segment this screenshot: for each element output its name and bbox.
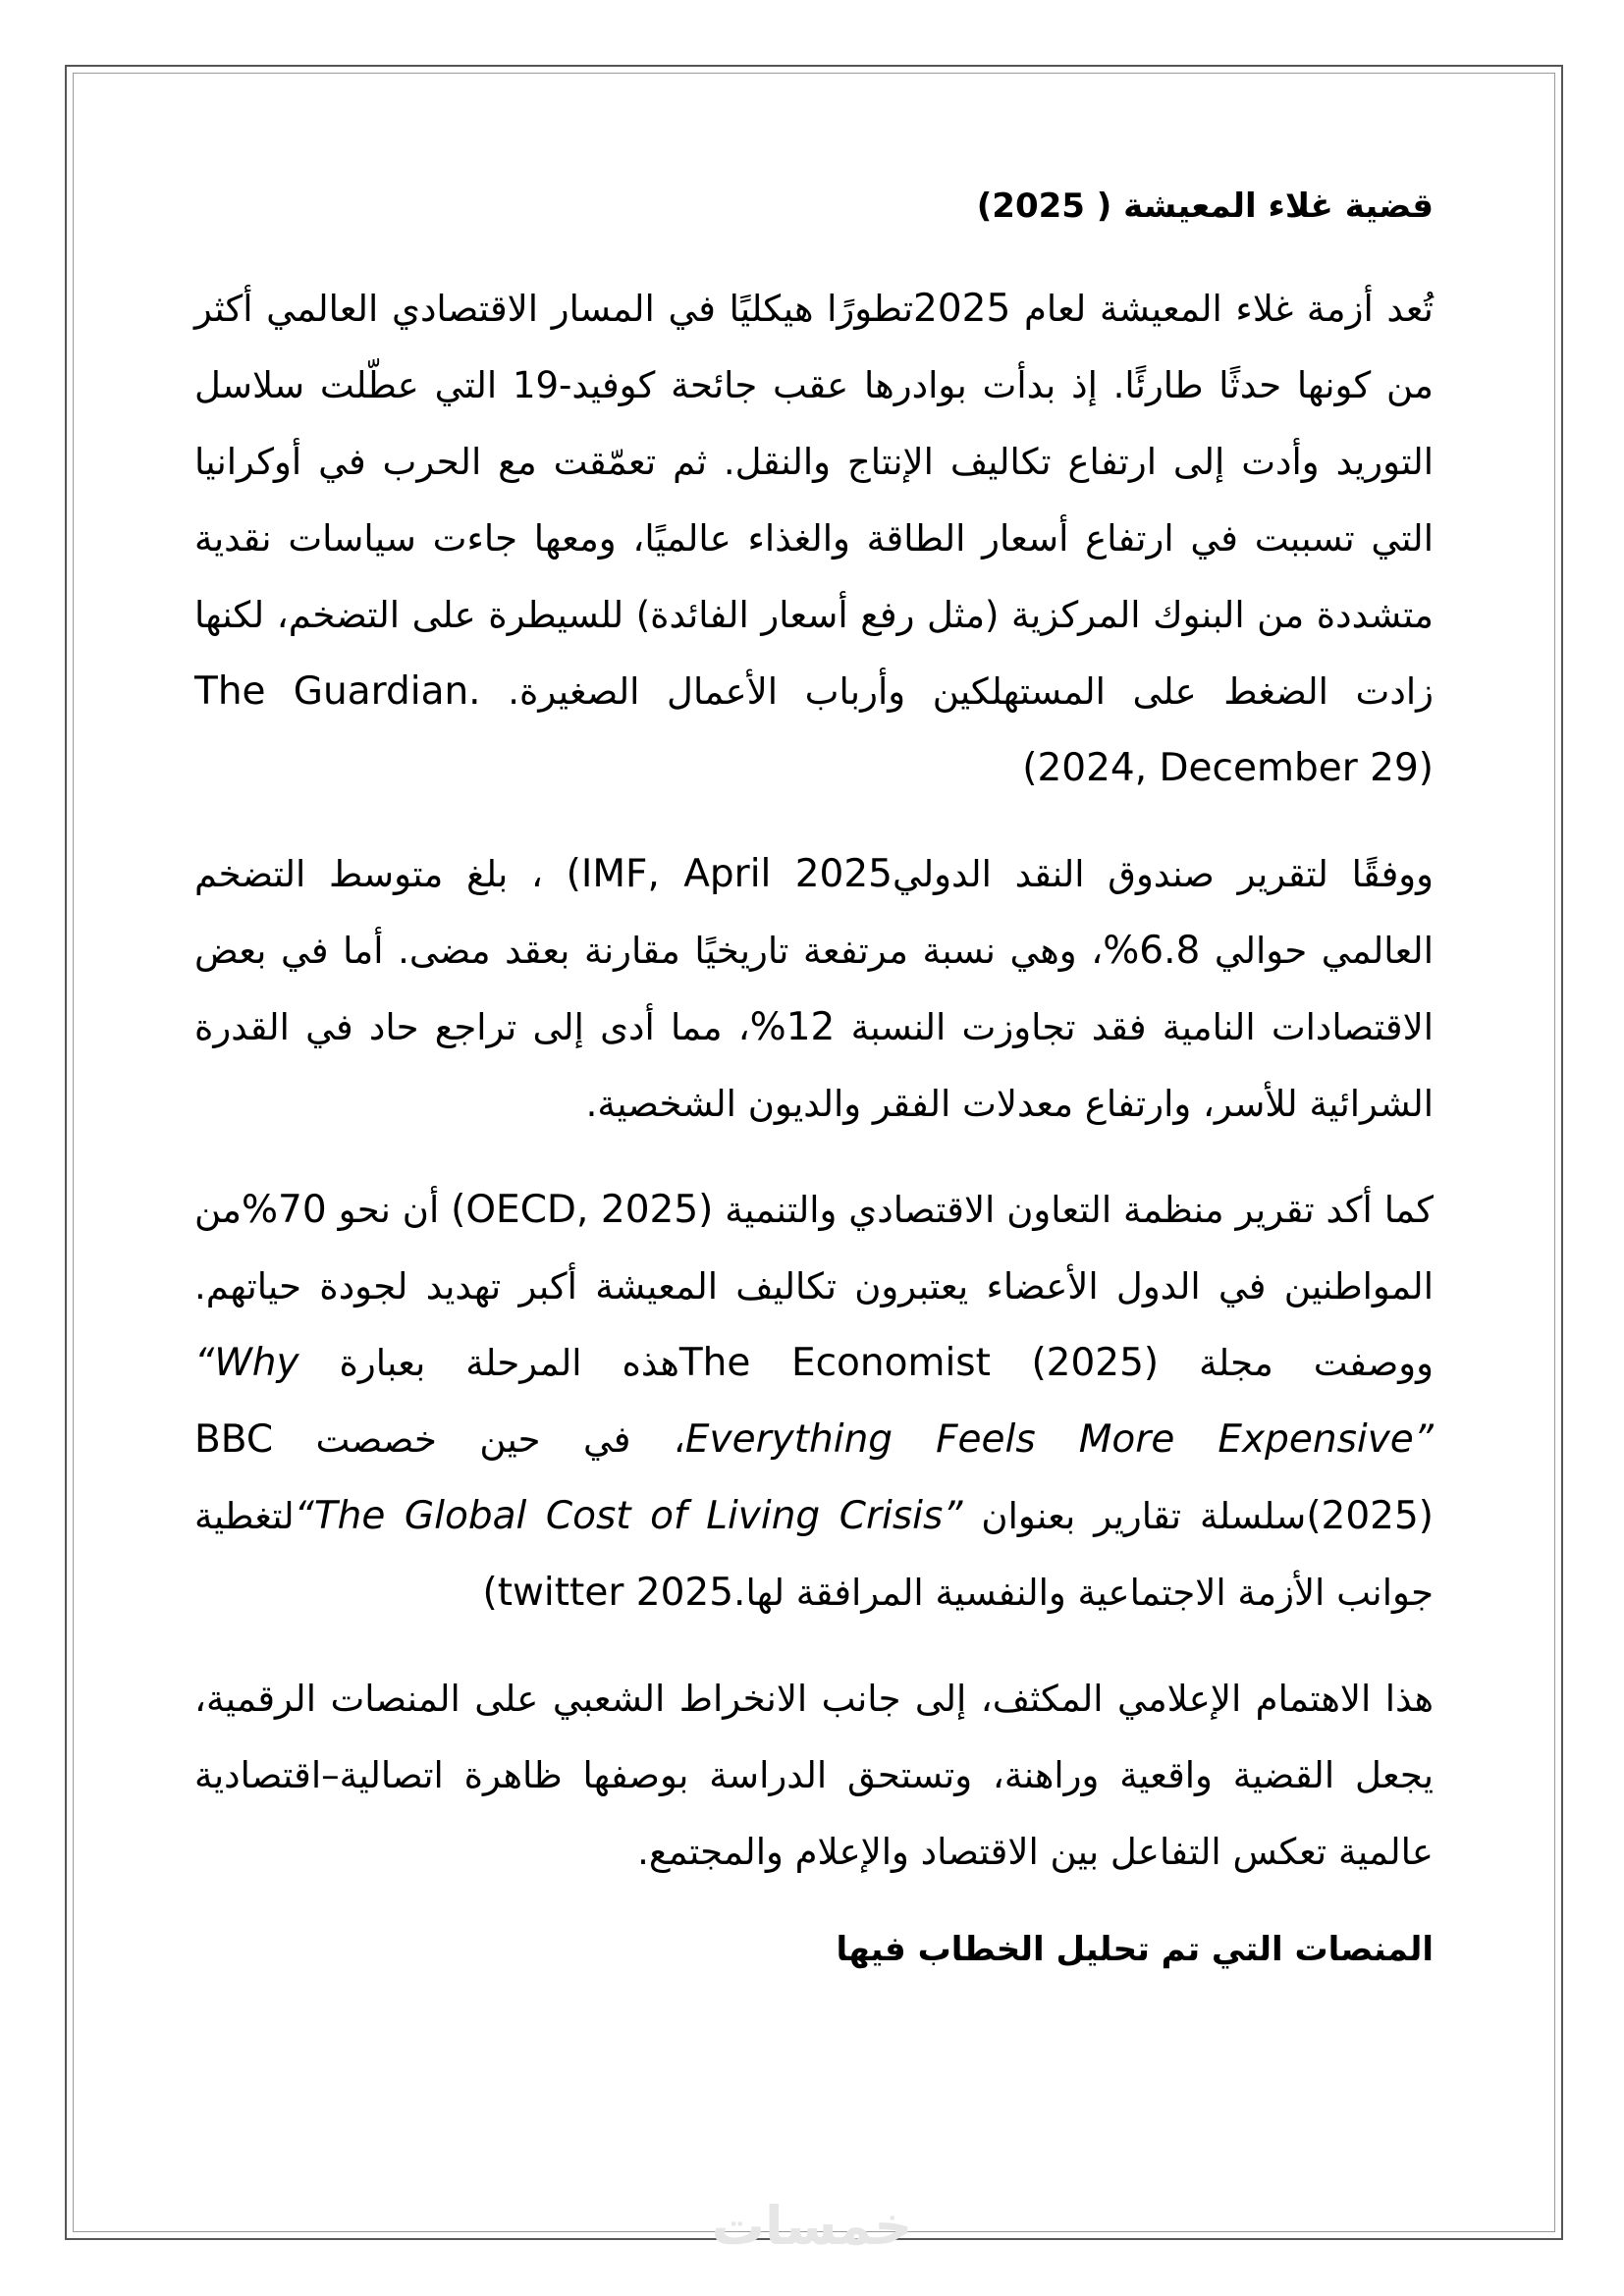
p2-inflation-value: 6.8%	[1103, 929, 1201, 973]
p3-text-4: هذه المرحلة بعبارة	[298, 1342, 679, 1384]
p2-developing-value: 12%	[749, 1005, 836, 1049]
paragraph-4: هذا الاهتمام الإعلامي المكثف، إلى جانب الانخراط الشعبي على المنصات الرقمية، يجعل القضية واقعية وراهنة، وتستحق الدراسة بوصفها ظاهرة اتصالية–اقتصادية عالمية تعكس التفاعل بين الاقتصاد والإعلام والمجتمع.	[194, 1678, 1434, 1873]
document-body	[194, 183, 1434, 1973]
p2-text-4: ، مما أدى إلى تراجع حاد في القدرة الشرائية للأسر، وارتفاع معدلات الفقر والديون الشخصية.	[194, 1006, 1434, 1125]
paragraph-2	[194, 836, 1434, 1143]
p2-citation: (IMF, April 2025	[566, 852, 893, 896]
p3-quote-2: “The Global Cost of Living Crisis”	[294, 1494, 963, 1538]
paragraph-3	[194, 1172, 1434, 1631]
p3-text-5: ، في حين خصصت	[273, 1418, 685, 1461]
p2-text-1: ووفقًا لتقرير صندوق النقد الدولي	[892, 853, 1434, 895]
p3-text-7: لتغطية جوانب الأزمة الاجتماعية والنفسية المرافقة لها	[194, 1495, 1434, 1614]
p3-bbc-citation: BBC (2025)	[194, 1417, 1434, 1538]
p3-percent: 70%	[241, 1188, 327, 1232]
p3-text-2: أن نحو	[326, 1189, 452, 1231]
section-subheading: المنصات التي تم تحليل الخطاب فيها	[836, 1930, 1434, 1969]
p2-text-3: ، وهي نسبة مرتفعة تاريخيًا مقارنة بعقد مضى. أما في بعض الاقتصادات النامية فقد تجاوزت النسبة	[194, 930, 1435, 1048]
p1-text-2: تطورًا هيكليًا في المسار الاقتصادي العالمي أكثر من كونها حدثًا طارئًا. إذ بدأت بوادرها عقب جائحة كوفيد-19 التي عطّلت سلاسل التوريد وأدت إلى ارتفاع تكاليف الإنتاج والنقل. ثم تعمّقت مع الحرب في أوكرانيا التي تسببت في ارتفاع أسعار الطاقة والغذاء عالميًا، ومعها جاءت سياسات نقدية متشددة من البنوك المركزية (مثل رفع أسعار الفائدة) للسيطرة على التضخم، لكنها زادت الضغط على المستهلكين وأرباب الأعمال الصغيرة.	[194, 288, 1435, 713]
p2-text-2: ، بلغ متوسط التضخم العالمي حوالي	[194, 853, 1434, 972]
document-title: قضية غلاء المعيشة ( 2025)	[976, 187, 1434, 226]
p3-economist-citation: The Economist (2025)	[678, 1341, 1160, 1385]
p1-citation: The Guardian. (2024, December 29)	[194, 669, 1434, 790]
p1-year: 2025	[913, 287, 1011, 331]
p3-quote-1: “Why Everything Feels More Expensive”	[194, 1341, 1435, 1462]
p3-oecd-citation: (OECD, 2025)	[451, 1188, 714, 1232]
paragraph-1	[194, 271, 1434, 807]
p3-text-1: كما أكد تقرير منظمة التعاون الاقتصادي والتنمية	[713, 1189, 1435, 1231]
p1-text-1: تُعد أزمة غلاء المعيشة لعام	[1010, 288, 1434, 330]
p3-text-6: سلسلة تقارير بعنوان	[962, 1495, 1307, 1537]
watermark-logo: خمسات	[711, 2195, 913, 2257]
p3-text-3: من المواطنين في الدول الأعضاء يعتبرون تكاليف المعيشة أكبر تهديد لجودة حياتهم. ووصفت مجلة	[194, 1189, 1434, 1384]
p3-twitter-citation: (twitter 2025.	[482, 1571, 746, 1615]
